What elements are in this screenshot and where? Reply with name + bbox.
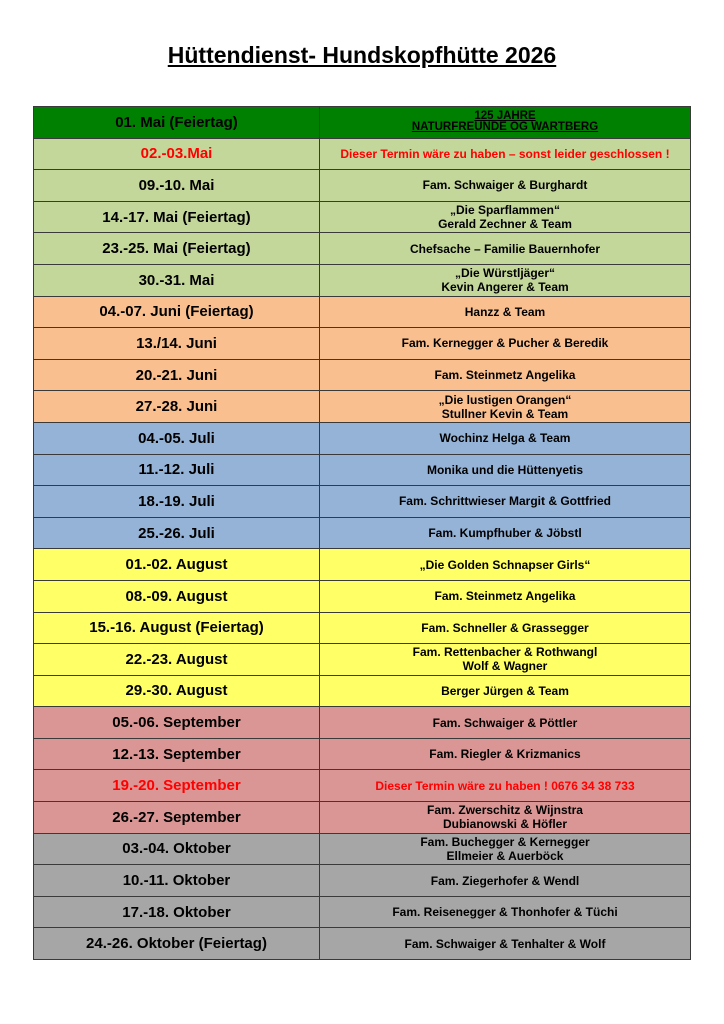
date-cell: 05.-06. September [34, 707, 320, 739]
schedule-row [34, 486, 691, 518]
team-line: 125 JAHRE [474, 110, 536, 123]
date-cell: 25.-26. Juli [34, 517, 320, 549]
team-cell [320, 580, 691, 612]
schedule-row [34, 896, 691, 928]
date-cell: 04.-07. Juni (Feiertag) [34, 296, 320, 328]
date-cell: 27.-28. Juni [34, 391, 320, 423]
date-cell: 22.-23. August [34, 644, 320, 676]
team-line: Gerald Zechner & Team [438, 217, 572, 232]
date-cell: 04.-05. Juli [34, 422, 320, 454]
team-line: Fam. Ziegerhofer & Wendl [430, 873, 580, 888]
team-line: Fam. Reisenegger & Thonhofer & Tüchi [392, 905, 618, 920]
schedule-row [34, 580, 691, 612]
date-cell: 09.-10. Mai [34, 170, 320, 202]
schedule-row [34, 328, 691, 360]
team-line: Kevin Angerer & Team [441, 280, 569, 295]
team-cell [320, 486, 691, 518]
schedule-row [34, 738, 691, 770]
team-line: NATURFREUNDE OG WARTBERG [411, 121, 599, 134]
date-cell: 23.-25. Mai (Feiertag) [34, 233, 320, 265]
date-cell: 17.-18. Oktober [34, 896, 320, 928]
schedule-row [34, 296, 691, 328]
date-cell: 19.-20. September [34, 770, 320, 802]
date-cell: 18.-19. Juli [34, 486, 320, 518]
date-cell: 26.-27. September [34, 802, 320, 834]
date-cell: 15.-16. August (Feiertag) [34, 612, 320, 644]
team-line: Berger Jürgen & Team [441, 683, 569, 698]
team-cell [320, 170, 691, 202]
team-cell [320, 770, 691, 802]
team-cell [320, 707, 691, 739]
team-cell [320, 865, 691, 897]
schedule-row [34, 233, 691, 265]
team-line: „Die Golden Schnapser Girls“ [419, 557, 591, 572]
team-cell [320, 296, 691, 328]
team-cell [320, 802, 691, 834]
team-line: Fam. Zwerschitz & Wijnstra [427, 803, 583, 818]
date-cell: 12.-13. September [34, 738, 320, 770]
team-line: Hanzz & Team [464, 304, 546, 319]
schedule-row [34, 612, 691, 644]
team-line: Fam. Schneller & Grassegger [421, 620, 589, 635]
date-cell: 01.-02. August [34, 549, 320, 581]
team-cell [320, 359, 691, 391]
team-cell [320, 391, 691, 423]
team-line: Chefsache – Familie Bauernhofer [409, 241, 601, 256]
page-title: Hüttendienst- Hundskopfhütte 2026 [167, 42, 557, 68]
schedule-row [34, 391, 691, 423]
date-cell: 01. Mai (Feiertag) [34, 107, 320, 139]
team-line: Wolf & Wagner [462, 659, 548, 674]
team-cell [320, 612, 691, 644]
team-line: Fam. Steinmetz Angelika [434, 589, 576, 604]
date-cell: 29.-30. August [34, 675, 320, 707]
team-cell [320, 738, 691, 770]
team-cell [320, 928, 691, 960]
team-cell [320, 644, 691, 676]
schedule-row [34, 928, 691, 960]
date-cell: 02.-03.Mai [34, 138, 320, 170]
team-cell [320, 833, 691, 865]
schedule-table [33, 106, 691, 960]
team-line: Fam. Schwaiger & Burghardt [422, 178, 588, 193]
team-cell [320, 896, 691, 928]
team-line: Wochinz Helga & Team [439, 431, 571, 446]
team-line: „Die lustigen Orangen“ [438, 392, 572, 407]
schedule-row [34, 770, 691, 802]
schedule-row [34, 549, 691, 581]
team-line: Ellmeier & Auerböck [446, 848, 564, 863]
team-line: Fam. Schwaiger & Pöttler [432, 715, 578, 730]
team-line: Fam. Kumpfhuber & Jöbstl [428, 526, 582, 541]
schedule-row [34, 675, 691, 707]
date-cell: 10.-11. Oktober [34, 865, 320, 897]
schedule-row [34, 359, 691, 391]
team-cell [320, 233, 691, 265]
schedule-row [34, 833, 691, 865]
date-cell: 11.-12. Juli [34, 454, 320, 486]
team-cell [320, 517, 691, 549]
schedule-row [34, 454, 691, 486]
schedule-row [34, 517, 691, 549]
team-line: Dubianowski & Höfler [442, 817, 567, 832]
team-line: Monika und die Hüttenyetis [426, 462, 583, 477]
team-cell [320, 138, 691, 170]
schedule-row [34, 170, 691, 202]
team-line: „Die Sparflammen“ [449, 203, 561, 218]
team-cell [320, 107, 691, 139]
team-line: Fam. Schrittwieser Margit & Gottfried [398, 494, 612, 509]
team-cell [320, 264, 691, 296]
schedule-row [34, 644, 691, 676]
schedule-row [34, 422, 691, 454]
schedule-row [34, 865, 691, 897]
date-cell: 30.-31. Mai [34, 264, 320, 296]
schedule-row [34, 707, 691, 739]
team-cell [320, 675, 691, 707]
team-cell [320, 422, 691, 454]
schedule-row [34, 201, 691, 233]
schedule-row [34, 107, 691, 139]
schedule-row [34, 802, 691, 834]
team-line: Dieser Termin wäre zu haben – sonst leider geschlossen ! [340, 146, 670, 161]
date-cell: 03.-04. Oktober [34, 833, 320, 865]
team-line: Dieser Termin wäre zu haben ! 0676 34 38 733 [375, 778, 635, 793]
team-line: Stullner Kevin & Team [441, 406, 569, 421]
schedule-body [34, 107, 691, 960]
team-line: Fam. Buchegger & Kernegger [420, 834, 590, 849]
date-cell: 08.-09. August [34, 580, 320, 612]
team-line: Fam. Rettenbacher & Rothwangl [412, 645, 598, 660]
team-line: „Die Würstljäger“ [454, 266, 556, 281]
schedule-row [34, 264, 691, 296]
date-cell: 24.-26. Oktober (Feiertag) [34, 928, 320, 960]
team-cell [320, 201, 691, 233]
team-cell [320, 454, 691, 486]
date-cell: 14.-17. Mai (Feiertag) [34, 201, 320, 233]
schedule-row [34, 138, 691, 170]
team-line: Fam. Kernegger & Pucher & Beredik [401, 336, 609, 351]
team-line: Fam. Riegler & Krizmanics [429, 747, 581, 762]
team-cell [320, 328, 691, 360]
team-cell [320, 549, 691, 581]
team-line: Fam. Schwaiger & Tenhalter & Wolf [404, 936, 606, 951]
date-cell: 20.-21. Juni [34, 359, 320, 391]
date-cell: 13./14. Juni [34, 328, 320, 360]
team-line: Fam. Steinmetz Angelika [434, 368, 576, 383]
